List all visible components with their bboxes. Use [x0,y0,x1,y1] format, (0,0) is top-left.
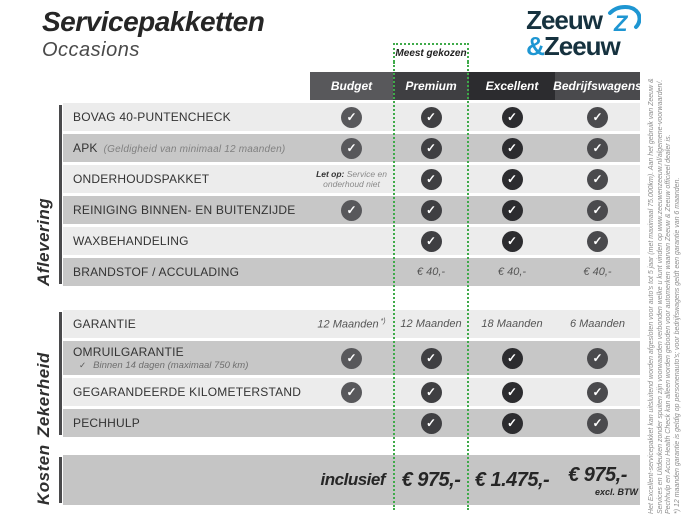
row-label: OMRUILGARANTIE ✓ Binnen 14 dagen (maximaal 750 km) [63,341,310,375]
check-icon: ✓ [587,138,608,159]
column-header-budget [310,72,393,100]
table-row [63,341,640,375]
footnote-line: Het Excellent-servicepakket kan uitsluitend worden afgesloten voor auto's tot 5 jaar (met maximaal 75.000km). Aan het gebruik van Zeeuw & [648,78,655,514]
check-icon: ✓ [587,231,608,252]
cell-budget [310,409,393,437]
zeeuw-zeeuw-logo [526,4,641,61]
cell-value: 12 Maanden [400,318,462,330]
cell-value: € 40,- [497,266,527,278]
cell-budget [310,196,393,224]
cell-premium [393,341,469,375]
check-icon: ✓ [421,382,442,403]
cell-budget [310,227,393,255]
check-icon: ✓ [421,231,442,252]
table-row [63,378,640,406]
cell-premium [393,196,469,224]
cell-bedrijfswagens [555,103,640,131]
cell-bedrijfswagens [555,341,640,375]
premium-highlight-right-line [467,62,469,510]
cell-bedrijfswagens [555,134,640,162]
cell-excellent [469,409,555,437]
check-icon: ✓ [587,348,608,369]
row-label: PECHHULP [73,416,140,430]
check-icon: ✓ [421,107,442,128]
table-row [63,310,640,338]
check-icon: ✓ [502,138,523,159]
check-icon: ✓ [341,348,362,369]
check-icon: ✓ [587,107,608,128]
kosten-cell-premium [393,455,469,505]
footnote-fine-print [648,78,682,514]
cell-excellent [469,134,555,162]
cell-premium [393,227,469,255]
column-header-label: Excellent [485,79,539,93]
cell-bedrijfswagens [555,378,640,406]
section-bar [59,457,62,503]
cell-excellent [469,196,555,224]
section-bar [59,312,62,435]
cell-excellent [469,378,555,406]
cell-bedrijfswagens [555,165,640,193]
cell-premium [393,103,469,131]
table-row [63,196,640,224]
cell-excellent [469,258,555,286]
svg-text:Z: Z [614,11,628,35]
mini-check-icon: ✓ [79,360,87,370]
cell-value: 6 Maanden [569,318,626,330]
cell-value: 12 Maanden *) [317,317,386,331]
cell-note: Let op: Service en onderhoud niet [316,169,387,189]
cell-premium [393,134,469,162]
column-header-excellent [469,72,555,100]
check-icon: ✓ [421,348,442,369]
logo-text-bottom: Zeeuw [543,31,620,61]
table-row [63,227,640,255]
title-block [42,6,264,62]
badge-label: Meest gekozen [395,48,467,59]
column-header-label: Budget [330,79,373,93]
cell-premium [393,310,469,338]
cell-value: € 40,- [416,266,446,278]
cell-premium [393,378,469,406]
kosten-value: inclusief [320,470,385,489]
cell-excellent [469,310,555,338]
cell-bedrijfswagens [555,258,640,286]
kosten-sub: excl. BTW [594,486,638,497]
cell-budget [310,134,393,162]
premium-highlight-left-line [393,62,395,510]
cell-value: 18 Maanden [481,318,543,330]
footnote-line: Pechhulp en Accu Health Check kan alleen worden geboden voor automerken waarvan Zeeuw & Zeeuw officieel dealer is. [665,134,672,514]
table-row [63,134,640,162]
column-header-label: Premium [405,79,457,93]
check-icon: ✓ [502,382,523,403]
section-label-kosten: Kosten [24,455,62,505]
row-note: (Geldigheid van minimaal 12 maanden) [103,144,286,155]
table-row [63,165,640,193]
cell-budget [310,378,393,406]
column-header-premium [393,72,469,100]
page-subtitle: Occasions [42,39,140,61]
row-label: ONDERHOUDSPAKKET [73,172,210,186]
kosten-cell-budget [310,455,393,505]
cell-budget [310,310,393,338]
page-title: Servicepakketten [42,6,265,37]
kosten-row [63,455,640,505]
table-row [63,409,640,437]
column-header-bedrijfswagens [555,72,640,100]
check-icon: ✓ [502,413,523,434]
table-row [63,103,640,131]
kosten-value: € 975,- [568,463,627,486]
logo-ampersand: & [526,31,544,61]
row-label: GARANTIE [73,317,136,331]
check-icon: ✓ [341,200,362,221]
check-icon: ✓ [421,200,442,221]
row-label: REINIGING BINNEN- EN BUITENZIJDE [73,203,296,217]
kosten-value: € 975,- [401,468,461,491]
cell-budget [310,165,393,193]
check-icon: ✓ [502,231,523,252]
check-icon: ✓ [421,413,442,434]
check-icon: ✓ [502,348,523,369]
row-label: APK (Geldigheid van minimaal 12 maanden) [73,141,286,155]
table-row [63,258,640,286]
check-icon: ✓ [421,138,442,159]
cell-premium [393,409,469,437]
cell-bedrijfswagens [555,196,640,224]
row-label: GEGARANDEERDE KILOMETERSTAND [73,385,302,399]
cell-excellent [469,103,555,131]
cell-premium [393,258,469,286]
row-subline: ✓ Binnen 14 dagen (maximaal 750 km) [79,360,249,371]
check-icon: ✓ [502,169,523,190]
cell-value: € 40,- [583,266,612,278]
cell-bedrijfswagens [555,227,640,255]
kosten-value: € 1.475,- [474,468,550,491]
cell-bedrijfswagens [555,409,640,437]
check-icon: ✓ [341,107,362,128]
check-icon: ✓ [587,413,608,434]
check-icon: ✓ [587,169,608,190]
check-icon: ✓ [502,200,523,221]
cell-budget [310,258,393,286]
kosten-cell-excellent [469,455,555,505]
check-icon: ✓ [341,382,362,403]
section-bar [59,105,62,284]
check-icon: ✓ [587,200,608,221]
cell-budget [310,341,393,375]
cell-excellent [469,341,555,375]
meest-gekozen-badge [393,43,469,62]
footnote-line: *) 12 maanden garantie is geldig op personenauto's; voor bedrijfswagens geldt een garantie van 6 maanden. [673,177,681,514]
check-icon: ✓ [341,138,362,159]
cell-excellent [469,165,555,193]
cell-premium [393,165,469,193]
footnote-line: Services en Uitdeuken zonder spuiten zijn voorwaarden verbonden welke u kunt vinden op www.zeeuwenzeeuw.nl/algemene-voorwaarden/. [656,79,664,514]
cell-budget [310,103,393,131]
section-label-zekerheid: Zekerheid [24,310,62,437]
cell-bedrijfswagens [555,310,640,338]
row-label: BOVAG 40-PUNTENCHECK [73,110,231,124]
aflevering-rows [63,103,640,289]
check-icon: ✓ [587,382,608,403]
logo-text-top: Zeeuw [526,4,602,35]
kosten-cell-bedrijfswagens [555,455,640,505]
section-label-aflevering: Aflevering [24,103,62,286]
cell-excellent [469,227,555,255]
kosten-spacer [63,455,310,505]
check-icon: ✓ [421,169,442,190]
row-label: WAXBEHANDELING [73,234,189,248]
row-label: BRANDSTOF / ACCULADING [73,265,240,279]
check-icon: ✓ [502,107,523,128]
column-header-label: Bedrijfswagens [553,79,642,93]
zekerheid-rows [63,310,640,440]
